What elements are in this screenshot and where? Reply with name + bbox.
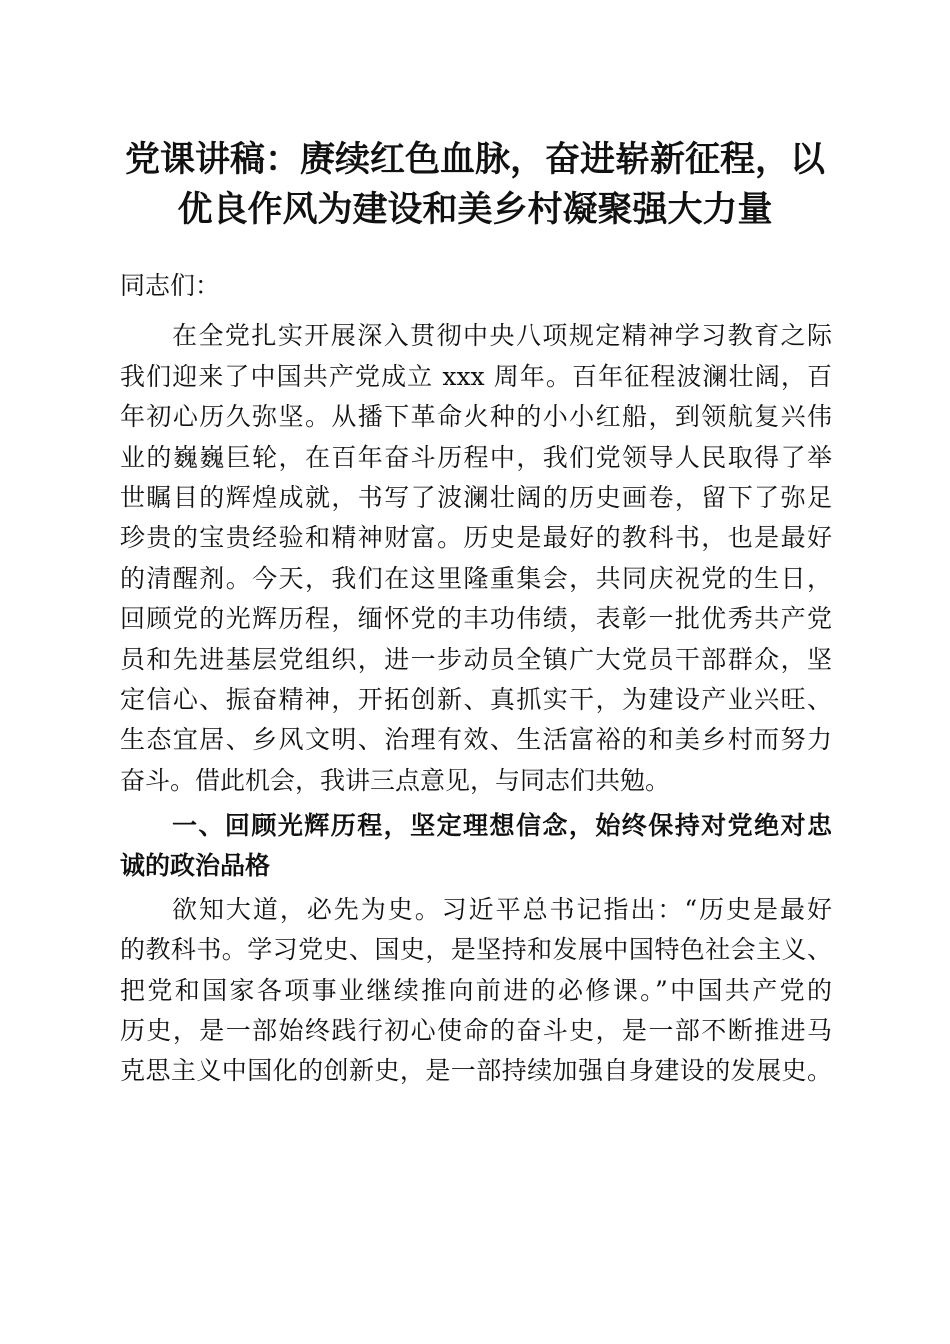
- paragraph: [120, 316, 832, 801]
- salutation: 同志们：: [120, 271, 221, 300]
- text-line: 回顾党的光辉历程，缅怀党的丰功伟绩，表彰一批优秀共产党: [120, 604, 832, 634]
- text-line: 的清醒剂。今天，我们在这里隆重集会，共同庆祝党的生日，: [120, 563, 832, 593]
- text-line: 生态宜居、乡风文明、治理有效、生活富裕的和美乡村而努力: [120, 725, 832, 755]
- text-line: 克思主义中国化的创新史，是一部持续加强自身建设的发展史。: [120, 1056, 832, 1086]
- text-line: 奋斗。借此机会，我讲三点意见，与同志们共勉。: [120, 765, 671, 795]
- text-line: 业的巍巍巨轮，在百年奋斗历程中，我们党领导人民取得了举: [120, 442, 832, 472]
- document-body: [120, 266, 832, 1092]
- document-title: [100, 135, 850, 235]
- section-heading: [120, 806, 832, 887]
- text-line: 我们迎来了中国共产党成立 xxx 周年。百年征程波澜壮阔，百: [120, 361, 832, 391]
- text-line: 的教科书。学习党史、国史，是坚持和发展中国特色社会主义、: [120, 935, 832, 965]
- text-line: 历史，是一部始终践行初心使命的奋斗史，是一部不断推进马: [120, 1016, 832, 1046]
- text-line: 年初心历久弥坚。从播下革命火种的小小红船，到领航复兴伟: [120, 402, 832, 432]
- text-line: 定信心、振奋精神，开拓创新、真抓实干，为建设产业兴旺、: [120, 684, 832, 714]
- title-line: 优良作风为建设和美乡村凝聚强大力量: [177, 190, 773, 230]
- text-line: 世瞩目的辉煌成就，书写了波澜壮阔的历史画卷，留下了弥足: [120, 482, 832, 512]
- text-line: 员和先进基层党组织，进一步动员全镇广大党员干部群众，坚: [120, 644, 832, 674]
- text-line: 珍贵的宝贵经验和精神财富。历史是最好的教科书，也是最好: [120, 523, 832, 553]
- text-line: 在全党扎实开展深入贯彻中央八项规定精神学习教育之际: [172, 321, 832, 351]
- title-line: 党课讲稿：赓续红色血脉，奋进崭新征程，以: [124, 140, 825, 180]
- text-line: 诚的政治品格: [120, 851, 271, 881]
- text-line: 一、回顾光辉历程，坚定理想信念，始终保持对党绝对忠: [172, 811, 832, 841]
- text-line: 欲知大道，必先为史。习近平总书记指出：“历史是最好: [172, 894, 832, 924]
- text-line: 把党和国家各项事业继续推向前进的必修课。”中国共产党的: [120, 975, 832, 1005]
- paragraph: [120, 890, 832, 1092]
